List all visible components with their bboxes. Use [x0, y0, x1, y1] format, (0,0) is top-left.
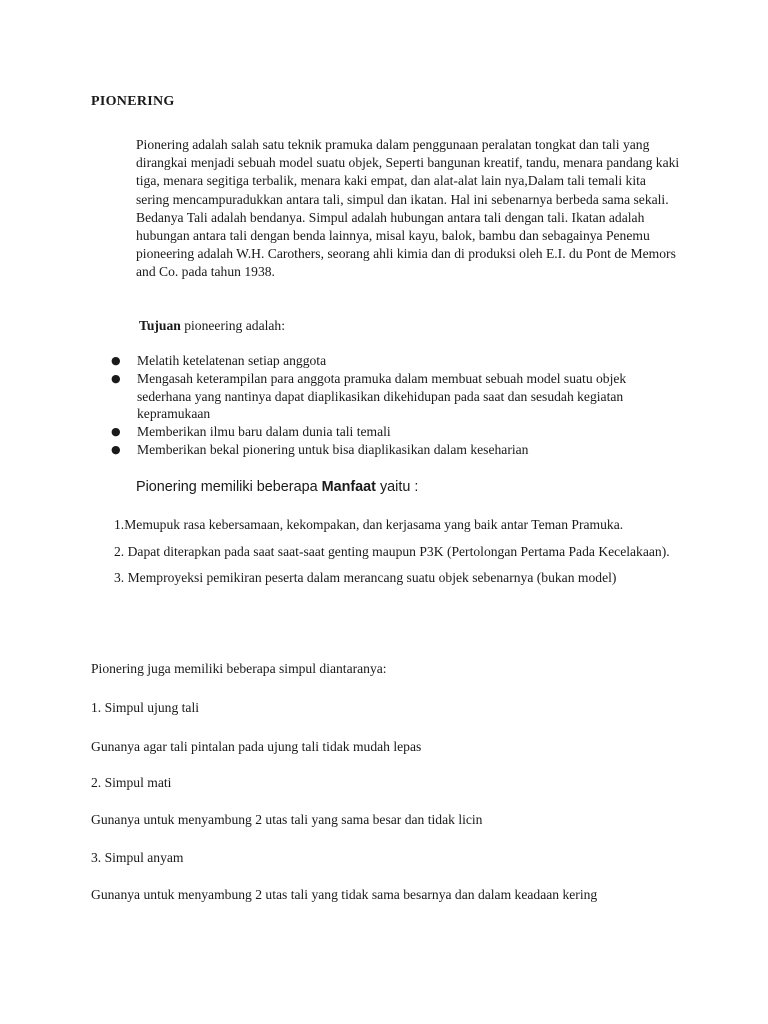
simpul-description: Gunanya untuk menyambung 2 utas tali yang sama besar dan tidak licin	[91, 812, 483, 827]
simpul-name: 1. Simpul ujung tali	[91, 700, 199, 715]
tujuan-heading	[139, 318, 285, 334]
list-item	[91, 352, 681, 370]
manfaat-bold-label: Manfaat	[321, 479, 376, 495]
list-item	[91, 370, 681, 423]
benefit-item: 1.Memupuk rasa kebersamaan, kekompakan, dan kerjasama yang baik antar Teman Pramuka.	[114, 517, 624, 532]
page-title: PIONERING	[91, 94, 175, 109]
bullet-icon: ●	[111, 371, 121, 385]
manfaat-heading	[136, 479, 418, 495]
simpul-description: Gunanya agar tali pintalan pada ujung tali tidak mudah lepas	[91, 739, 422, 754]
intro-paragraph: Pionering adalah salah satu teknik pramuka dalam penggunaan peralatan tongkat dan tali yang dirangkai menjadi sebuah model suatu objek, Seperti bangunan kreatif, tandu, menara pandang kaki tiga, menara segitiga terbalik, menara kaki empat, dan alat-alat lain nya,Dalam tali temali kita sering mencampuradukkan antara tali, simpul dan ikatan. Hal ini sebenarnya berbeda sama sekali. Bedanya Tali adalah bendanya. Simpul adalah hubungan antara tali dengan tali. Ikatan adalah hubungan antara tali dengan benda lainnya, misal kayu, balok, bambu dan sebagainya Penemu pioneering adalah W.H. Carothers, seorang ahli kimia dan di produksi oleh E.I. du Pont de Memors and Co. pada tahun 1938.	[136, 137, 680, 280]
bullet-icon: ●	[111, 354, 121, 367]
tujuan-rest-label: pioneering adalah:	[180, 318, 286, 333]
benefits-list	[114, 512, 678, 592]
goals-list	[91, 352, 681, 459]
list-item-text: Melatih ketelatenan setiap anggota	[137, 353, 327, 368]
list-item	[91, 441, 681, 459]
bullet-icon: ●	[111, 442, 121, 456]
simpul-name: 3. Simpul anyam	[91, 850, 184, 865]
benefit-item: 3. Memproyeksi pemikiran peserta dalam merancang suatu objek sebenarnya (bukan model)	[114, 570, 617, 585]
simpul-intro: Pionering juga memiliki beberapa simpul diantaranya:	[91, 661, 387, 676]
manfaat-suffix: yaitu :	[375, 479, 419, 495]
simpul-description: Gunanya untuk menyambung 2 utas tali yang tidak sama besarnya dan dalam keadaan kering	[91, 887, 598, 902]
bullet-icon: ●	[111, 425, 121, 439]
tujuan-bold-label: Tujuan	[139, 318, 181, 333]
list-item-text: Memberikan bekal pionering untuk bisa diaplikasikan dalam keseharian	[137, 441, 529, 457]
list-item-text: Memberikan ilmu baru dalam dunia tali temali	[137, 424, 391, 440]
benefit-item: 2. Dapat diterapkan pada saat saat-saat genting maupun P3K (Pertolongan Pertama Pada Kecelakaan).	[114, 543, 670, 559]
simpul-name: 2. Simpul mati	[91, 775, 172, 790]
list-item	[91, 423, 681, 441]
list-item-text: Mengasah keterampilan para anggota pramuka dalam membuat sebuah model suatu objek sederhana yang nantinya dapat diaplikasikan dikehidupan pada saat dan sesudah kegiatan kepramukaan	[137, 370, 627, 422]
manfaat-prefix: Pionering memiliki beberapa	[136, 479, 322, 495]
